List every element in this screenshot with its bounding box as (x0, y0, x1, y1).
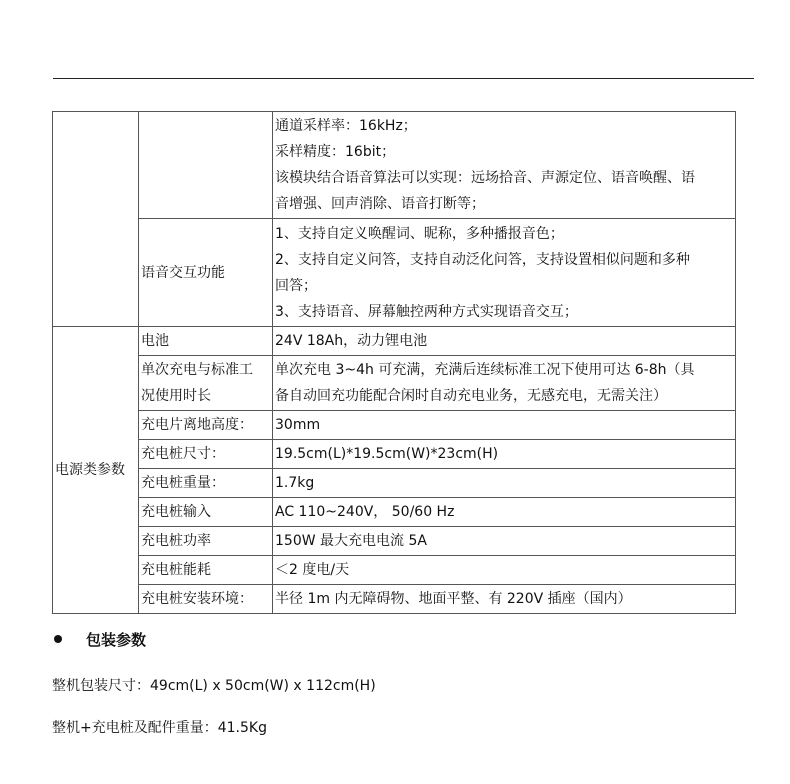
top-horizontal-rule (53, 78, 754, 79)
row-label (139, 556, 273, 585)
table-row (53, 356, 736, 411)
row-value-line: 单次充电 3~4h 可充满，充满后连续标准工况下使用可达 6-8h（具 (275, 362, 695, 378)
spec-line: 采样精度：16bit； (275, 144, 396, 160)
row-value (273, 411, 736, 440)
package-size-line: 整机包装尺寸：49cm(L) x 50cm(W) x 112cm(H) (52, 678, 376, 694)
bullet-icon (54, 635, 62, 643)
row-label (139, 585, 273, 614)
row-label-line: 况使用时长 (141, 388, 211, 404)
row-value-line: 30mm (275, 417, 321, 433)
row-value-line: 备自动回充功能配合闲时自动充电业务，无感充电，无需关注） (275, 388, 667, 404)
row-label-line: 单次充电与标准工 (141, 362, 253, 378)
row-label-line: 充电桩安装环境： (141, 591, 253, 607)
packaging-heading (54, 628, 146, 652)
row-value-line: AC 110~240V， 50/60 Hz (275, 504, 455, 520)
row-value (273, 469, 736, 498)
row-label (139, 327, 273, 356)
spec-line: 回答； (275, 277, 317, 294)
package-weight-line: 整机+充电桩及配件重量：41.5Kg (52, 720, 267, 736)
spec-line: 音增强、回声消除、语音打断等； (275, 196, 485, 212)
table-row (53, 112, 736, 219)
voice-interaction-label: 语音交互功能 (139, 219, 273, 327)
row-label-line: 电池 (141, 333, 169, 349)
row-label (139, 498, 273, 527)
table-row (53, 469, 736, 498)
row-label-line: 充电桩能耗 (141, 562, 211, 578)
row-value (273, 498, 736, 527)
table-row (53, 327, 736, 356)
spec-line: 1、支持自定义唤醒词、昵称，多种播报音色； (275, 225, 564, 242)
row-label-line: 充电桩输入 (141, 504, 211, 520)
table-row (53, 498, 736, 527)
row-value-line: 24V 18Ah，动力锂电池 (275, 333, 428, 349)
row-label-line: 充电桩尺寸： (141, 446, 225, 462)
packaging-heading-text: 包装参数 (86, 631, 147, 649)
spec-line: 通道采样率：16kHz； (275, 118, 417, 134)
row-value (273, 327, 736, 356)
spec-line: 3、支持语音、屏幕触控两种方式实现语音交互； (275, 303, 578, 320)
row-label-line: 充电桩功率 (141, 533, 211, 549)
spec-line: 2、支持自定义问答，支持自动泛化问答，支持设置相似问题和多种 (275, 251, 690, 268)
row-label-line: 充电片离地高度： (141, 417, 253, 433)
row-value (273, 527, 736, 556)
table-row (53, 440, 736, 469)
row-value (273, 556, 736, 585)
voice-interaction-value (273, 219, 736, 327)
spec-line: 该模块结合语音算法可以实现：远场拾音、声源定位、语音唤醒、语 (275, 170, 695, 186)
spec-table (52, 111, 736, 614)
table-row (53, 219, 736, 327)
row-value-line: 1.7kg (275, 475, 315, 491)
table-row (53, 527, 736, 556)
power-category-cell: 电源类参数 (53, 327, 139, 614)
row-value (273, 440, 736, 469)
row-label (139, 356, 273, 411)
row-value-line: 150W 最大充电电流 5A (275, 533, 427, 549)
row-label-line: 充电桩重量： (141, 475, 225, 491)
table-row (53, 556, 736, 585)
row-label (139, 527, 273, 556)
empty-label-cell (139, 112, 273, 219)
row-value (273, 356, 736, 411)
row-value (273, 585, 736, 614)
table-row (53, 585, 736, 614)
row-label (139, 469, 273, 498)
row-label (139, 440, 273, 469)
row-value-line: 半径 1m 内无障碍物、地面平整、有 220V 插座（国内） (275, 591, 632, 607)
row-label (139, 411, 273, 440)
table-row (53, 411, 736, 440)
empty-category-cell (53, 112, 139, 327)
audio-specs-cell (273, 112, 736, 219)
row-value-line: ＜2 度电/天 (275, 562, 350, 578)
row-value-line: 19.5cm(L)*19.5cm(W)*23cm(H) (275, 446, 499, 462)
